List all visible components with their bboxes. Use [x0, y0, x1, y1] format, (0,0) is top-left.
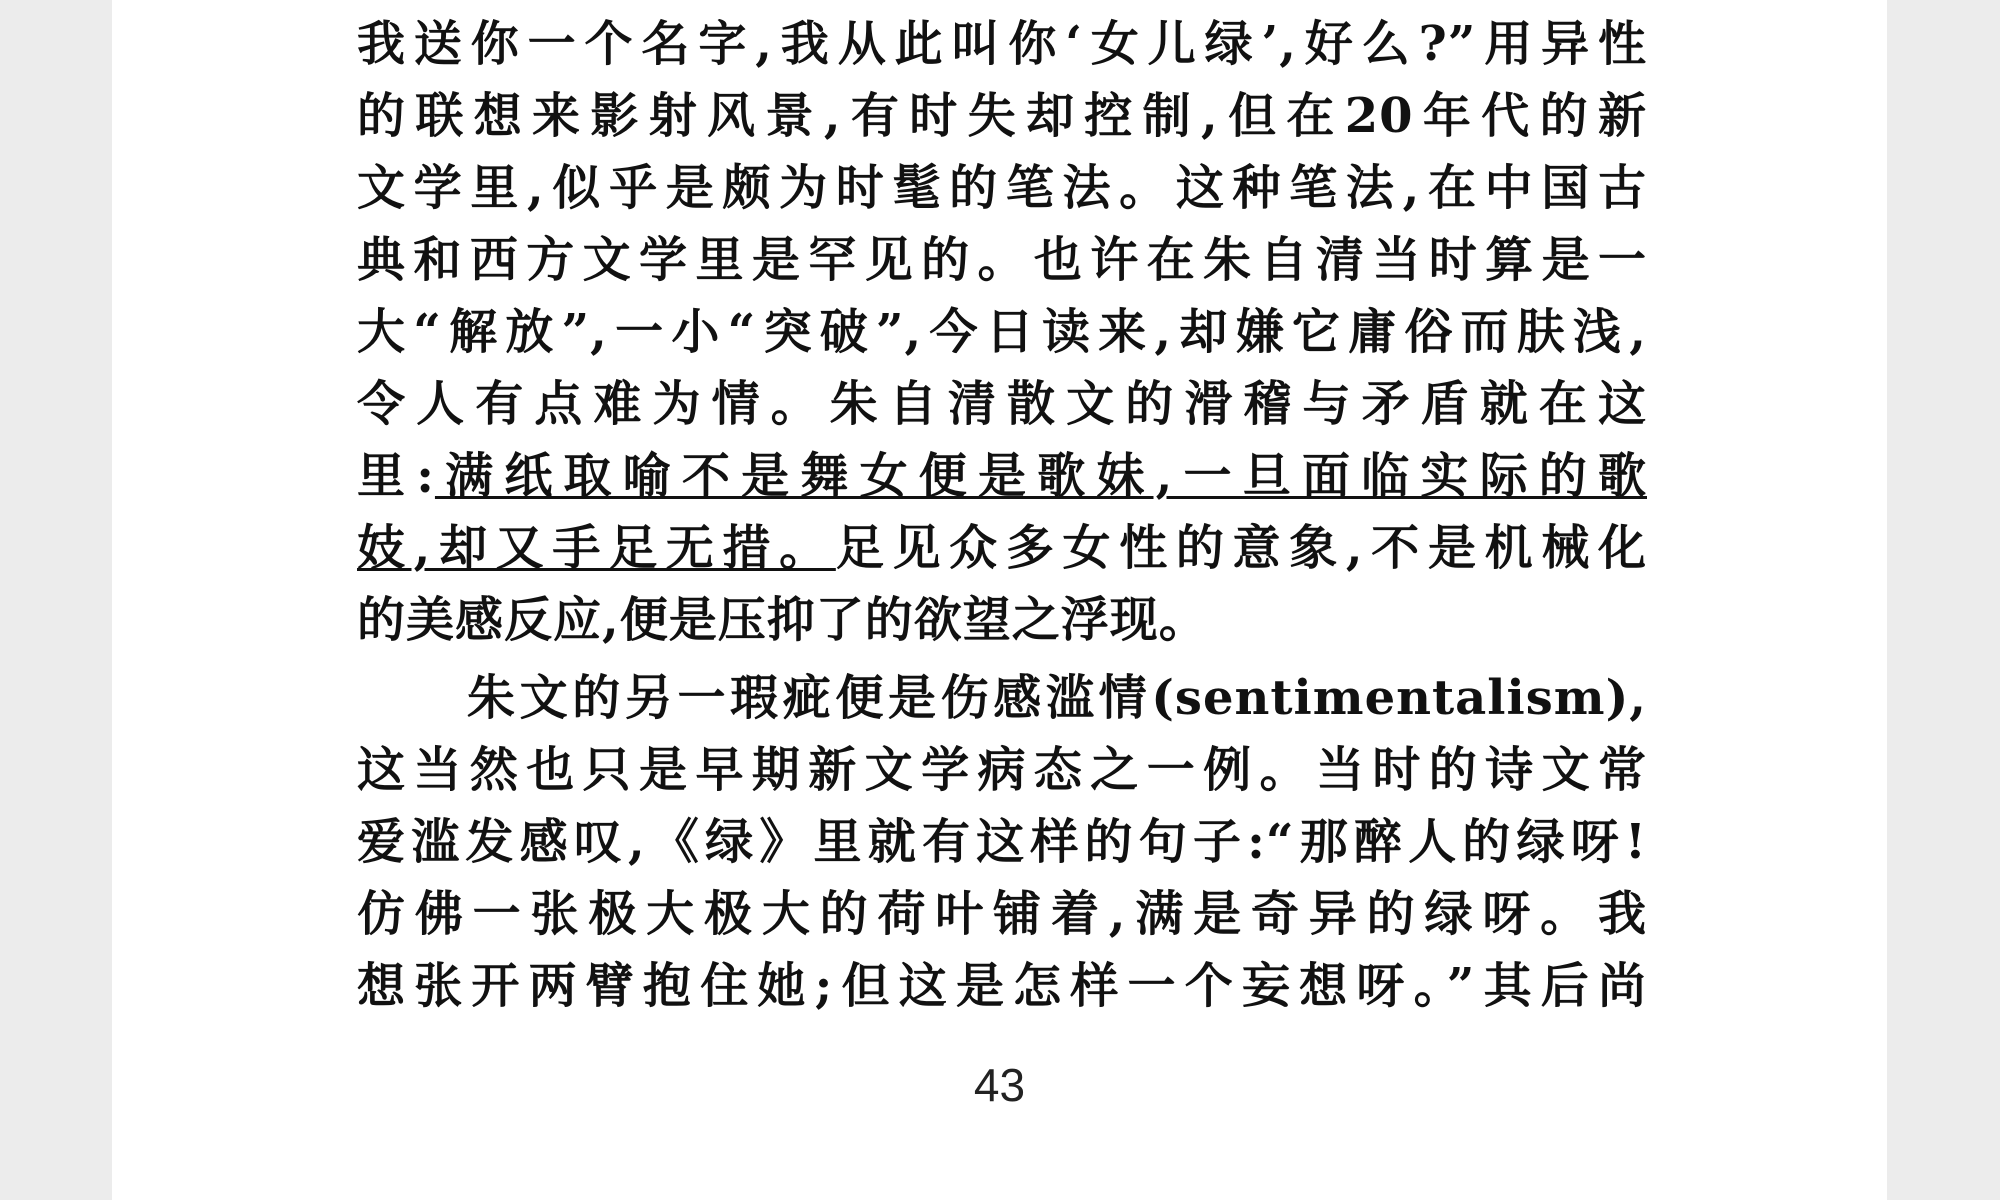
text-line: 我送你一个名字,我从此叫你‘女儿绿’,好么?”用异性	[357, 16, 1647, 72]
line-start-text: 里:	[357, 448, 435, 504]
underlined-passage: 满纸取喻不是舞女便是歌妹,一旦面临实际的歌	[434, 448, 1647, 504]
book-page	[112, 0, 1887, 1200]
text-line: 仿佛一张极大极大的荷叶铺着,满是奇异的绿呀。我	[357, 886, 1647, 942]
text-line: 典和西方文学里是罕见的。也许在朱自清当时算是一	[357, 232, 1647, 288]
text-line: 文学里,似乎是颇为时髦的笔法。这种笔法,在中国古	[357, 160, 1647, 216]
paragraph-last-line: 的美感反应,便是压抑了的欲望之浮现。	[357, 592, 1208, 648]
line-end-text: 足见众多女性的意象,不是机械化	[835, 520, 1647, 576]
text-line-with-underline	[357, 512, 1647, 584]
text-line: 这当然也只是早期新文学病态之一例。当时的诗文常	[357, 742, 1647, 798]
text-line-with-underline	[357, 440, 1647, 512]
text-line: 令人有点难为情。朱自清散文的滑稽与矛盾就在这	[357, 376, 1647, 432]
page-text	[357, 8, 1647, 1022]
text-line: 想张开两臂抱住她;但这是怎样一个妄想呀。”其后尚	[357, 958, 1647, 1014]
underlined-passage: 妓,却又手足无措。	[357, 520, 836, 576]
page-number: 43	[973, 1059, 1026, 1111]
text-line: 爱滥发感叹,《绿》里就有这样的句子:“那醉人的绿呀!	[357, 814, 1647, 870]
text-line: 的联想来影射风景,有时失却控制,但在20年代的新	[357, 88, 1647, 144]
paragraph-first-line: 朱文的另一瑕疵便是伤感滥情(sentimentalism),	[467, 670, 1647, 726]
text-line: 大“解放”,一小“突破”,今日读来,却嫌它庸俗而肤浅,	[357, 304, 1647, 360]
